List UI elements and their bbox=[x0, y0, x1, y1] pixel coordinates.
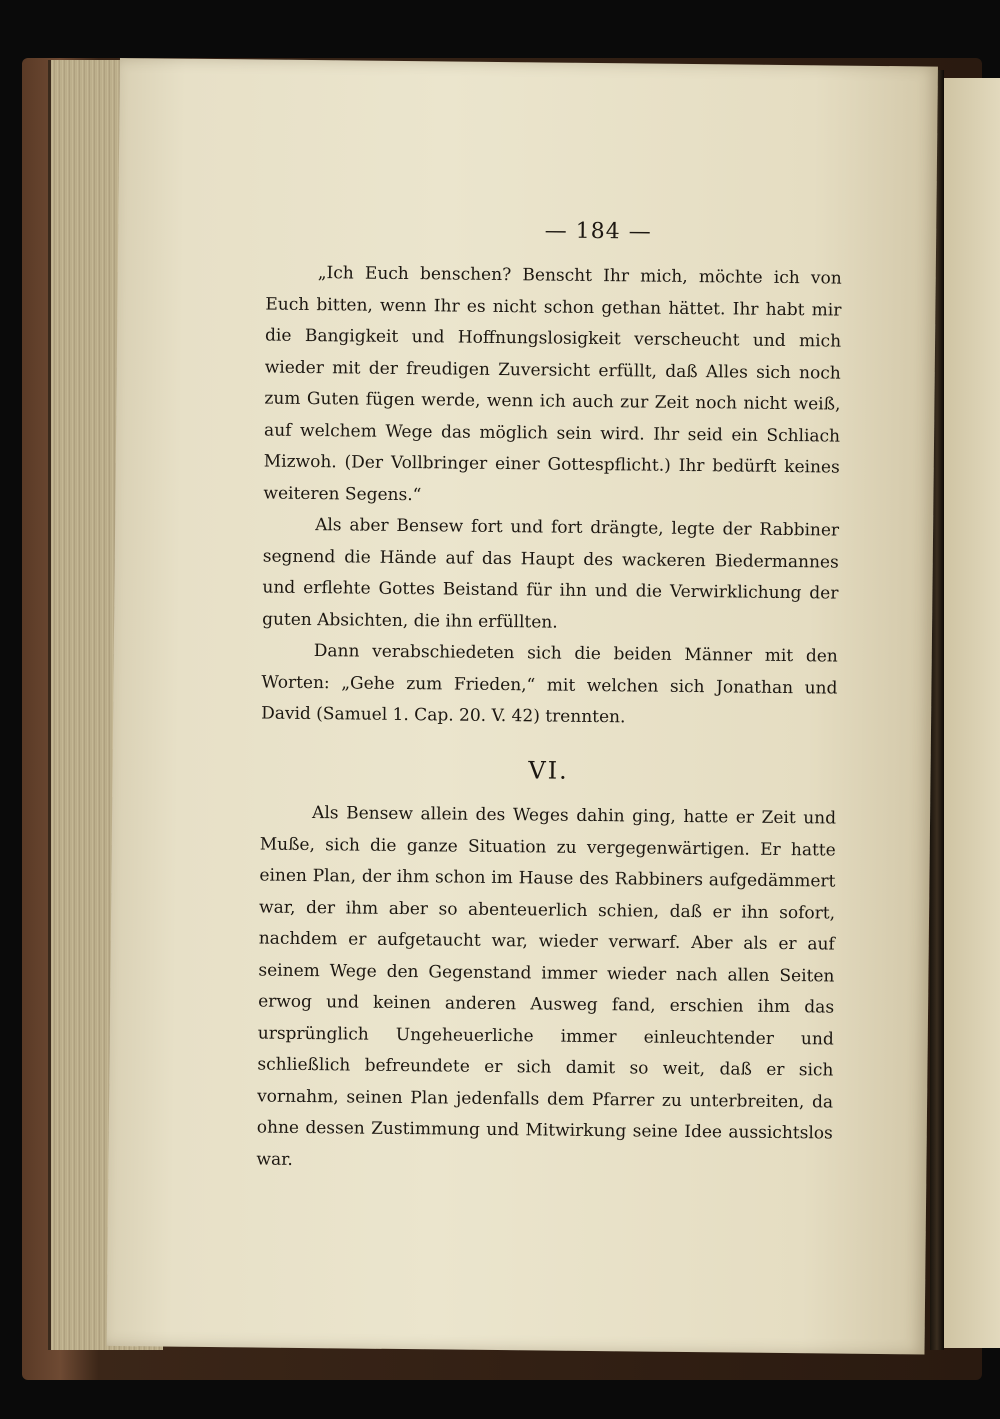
facing-page-edge bbox=[944, 78, 1000, 1348]
paragraph: Als aber Bensew fort und fort drängte, legte der Rabbiner segnend die Hände auf das Haupt des wackeren Biedermannes und erflehte Gottes Beistand für ihn und die Verwirklichung der guten Absichten, die ihn erfüllten. bbox=[262, 515, 840, 633]
paragraph: Als Bensew allein des Weges dahin ging, hatte er Zeit und Muße, sich die ganze Situation zu vergegenwärtigen. Er hatte einen Plan, der ihm schon im Hause des Rabbiners aufgedämmert war, der ihm aber so abenteuerlich schien, daß er ihn sofort, nachdem er aufgetaucht war, wieder verwarf. Aber als er auf seinem Wege den Gegenstand immer wieder nach allen Seiten erwog und keinen anderen Ausweg fand, erschien ihm das ursprünglich Ungeheuerliche immer einleuchtender und schließlich befreundete er sich damit so weit, daß er sich vornahm, seinen Plan jedenfalls dem Pfarrer zu unterbreiten, da ohne dessen Zustimmung und Mitwirkung seine Idee aussichtslos war. bbox=[256, 803, 837, 1170]
page-number: — 184 — bbox=[544, 218, 652, 245]
paragraph: Dann verabschiedeten sich die beiden Männer mit den Worten: „Gehe zum Frieden,“ mit welchen sich Jonathan und David (Samuel 1. Cap. 20. V. 42) trennten. bbox=[261, 641, 838, 728]
page-text bbox=[256, 258, 842, 1182]
paragraph: „Ich Euch benschen? Benscht Ihr mich, möchte ich von Euch bitten, wenn Ihr es nicht schon gethan hättet. Ihr habt mir die Bangigkeit und Hoffnungslosigkeit verscheucht und mich wieder mit der freudigen Zuversicht erfüllt, daß Alles sich noch zum Guten fügen werde, wenn ich auch zur Zeit noch nicht weiß, auf welchem Wege das möglich sein wird. Ihr seid ein Schliach Mizwoh. (Der Vollbringer einer Gottespflicht.) Ihr bedürft keines weiteren Segens.“ bbox=[263, 263, 842, 505]
book-page bbox=[107, 58, 938, 1354]
section-heading: VI. bbox=[528, 755, 569, 785]
